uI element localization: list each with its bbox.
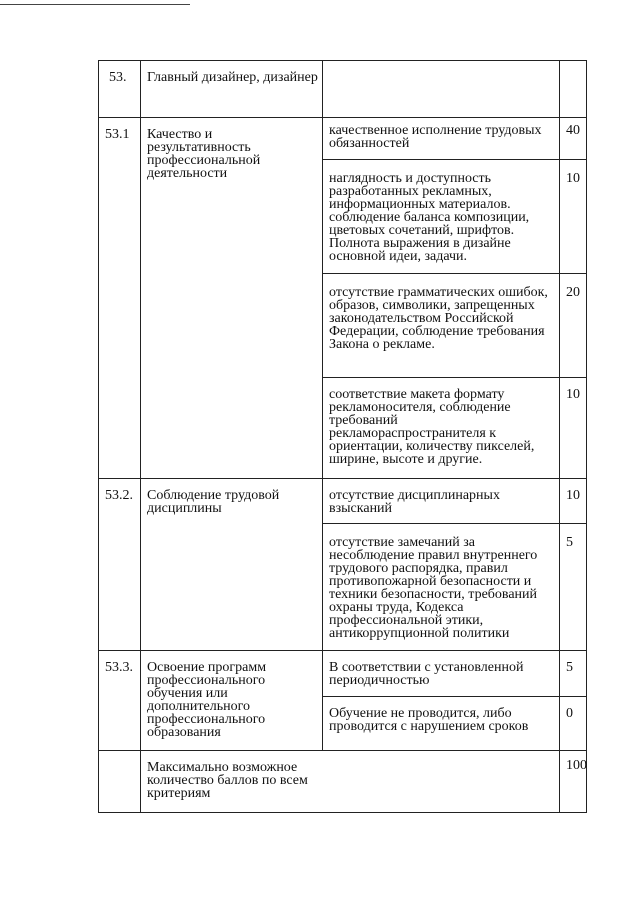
indicator-text: отсутствие замечаний за несоблюдение правил внутреннего трудового распорядка, правил противопожарной безопасности и техники безопасности, требований охраны труда, Кодекса профессиональной этики, антикоррупционной политики (329, 535, 538, 641)
indicator-text: наглядность и доступность разработанных рекламных, информационных материалов. соблюдение баланса композиции, цветовых сочетаний, шрифтов. Полнота выражения в дизайне основной идеи, задачи. (329, 171, 530, 264)
indicator-cell (323, 274, 560, 378)
criterion-text: Соблюдение трудовой дисциплины (147, 488, 280, 516)
row-number: 53.1 (105, 127, 130, 142)
points-value: 5 (566, 660, 573, 675)
table-row (99, 651, 587, 697)
table-row (99, 751, 587, 813)
points-value: 10 (566, 171, 580, 186)
total-label: Максимально возможное количество баллов по всем критериям (147, 760, 308, 801)
indicator-text: отсутствие грамматических ошибок, образов, символики, запрещенных законодательством Российской Федерации, соблюдение требования Закона о рекламе. (329, 285, 548, 352)
indicator-text: отсутствие дисциплинарных взысканий (329, 488, 500, 516)
points-value: 10 (566, 488, 580, 503)
row-number-cell (99, 651, 141, 751)
total-points-cell (560, 751, 587, 813)
row-number: 53.3. (105, 660, 133, 675)
indicator-cell (323, 697, 560, 751)
criterion-text: Освоение программ профессионального обучения или дополнительного профессионального образования (147, 660, 267, 740)
table-row (99, 61, 587, 118)
indicator-cell (323, 61, 560, 118)
row-number: 53. (109, 70, 127, 85)
points-cell (560, 61, 587, 118)
indicator-cell (323, 651, 560, 697)
points-cell (560, 378, 587, 479)
table-row (99, 118, 587, 160)
row-number: 53.2. (105, 488, 133, 503)
indicator-text: В соответствии с установленной периодичностью (329, 660, 524, 688)
indicator-cell (323, 524, 560, 651)
criterion-cell (141, 651, 323, 751)
points-value: 5 (566, 535, 573, 550)
table-row (99, 479, 587, 524)
points-cell (560, 274, 587, 378)
criterion-text: Качество и результативность профессиональной деятельности (147, 127, 261, 181)
points-value: 0 (566, 706, 573, 721)
points-cell (560, 118, 587, 160)
points-cell (560, 697, 587, 751)
row-number-cell (99, 479, 141, 651)
scan-edge-line (0, 4, 190, 5)
criteria-table (98, 60, 587, 813)
points-cell (560, 524, 587, 651)
criterion-cell (141, 479, 323, 651)
total-label-cell (141, 751, 560, 813)
points-value: 20 (566, 285, 580, 300)
indicator-cell (323, 479, 560, 524)
indicator-cell (323, 160, 560, 274)
points-cell (560, 479, 587, 524)
indicator-cell (323, 118, 560, 160)
row-number-cell (99, 118, 141, 479)
total-points: 100 (566, 758, 587, 773)
indicator-text: соответствие макета формату рекламоносителя, соблюдение требований рекламораспространителя к ориентации, количеству пикселей, ширине, высоте и другие. (329, 387, 535, 467)
points-value: 40 (566, 123, 580, 138)
indicator-text: качественное исполнение трудовых обязанностей (329, 123, 542, 151)
indicator-cell (323, 378, 560, 479)
criterion-cell (141, 118, 323, 479)
points-cell (560, 160, 587, 274)
indicator-text: Обучение не проводится, либо проводится с нарушением сроков (329, 706, 529, 734)
criterion-cell (141, 61, 323, 118)
points-cell (560, 651, 587, 697)
points-value: 10 (566, 387, 580, 402)
row-number-cell (99, 61, 141, 118)
row-number-cell (99, 751, 141, 813)
criterion-text: Главный дизайнер, дизайнер (147, 70, 318, 85)
